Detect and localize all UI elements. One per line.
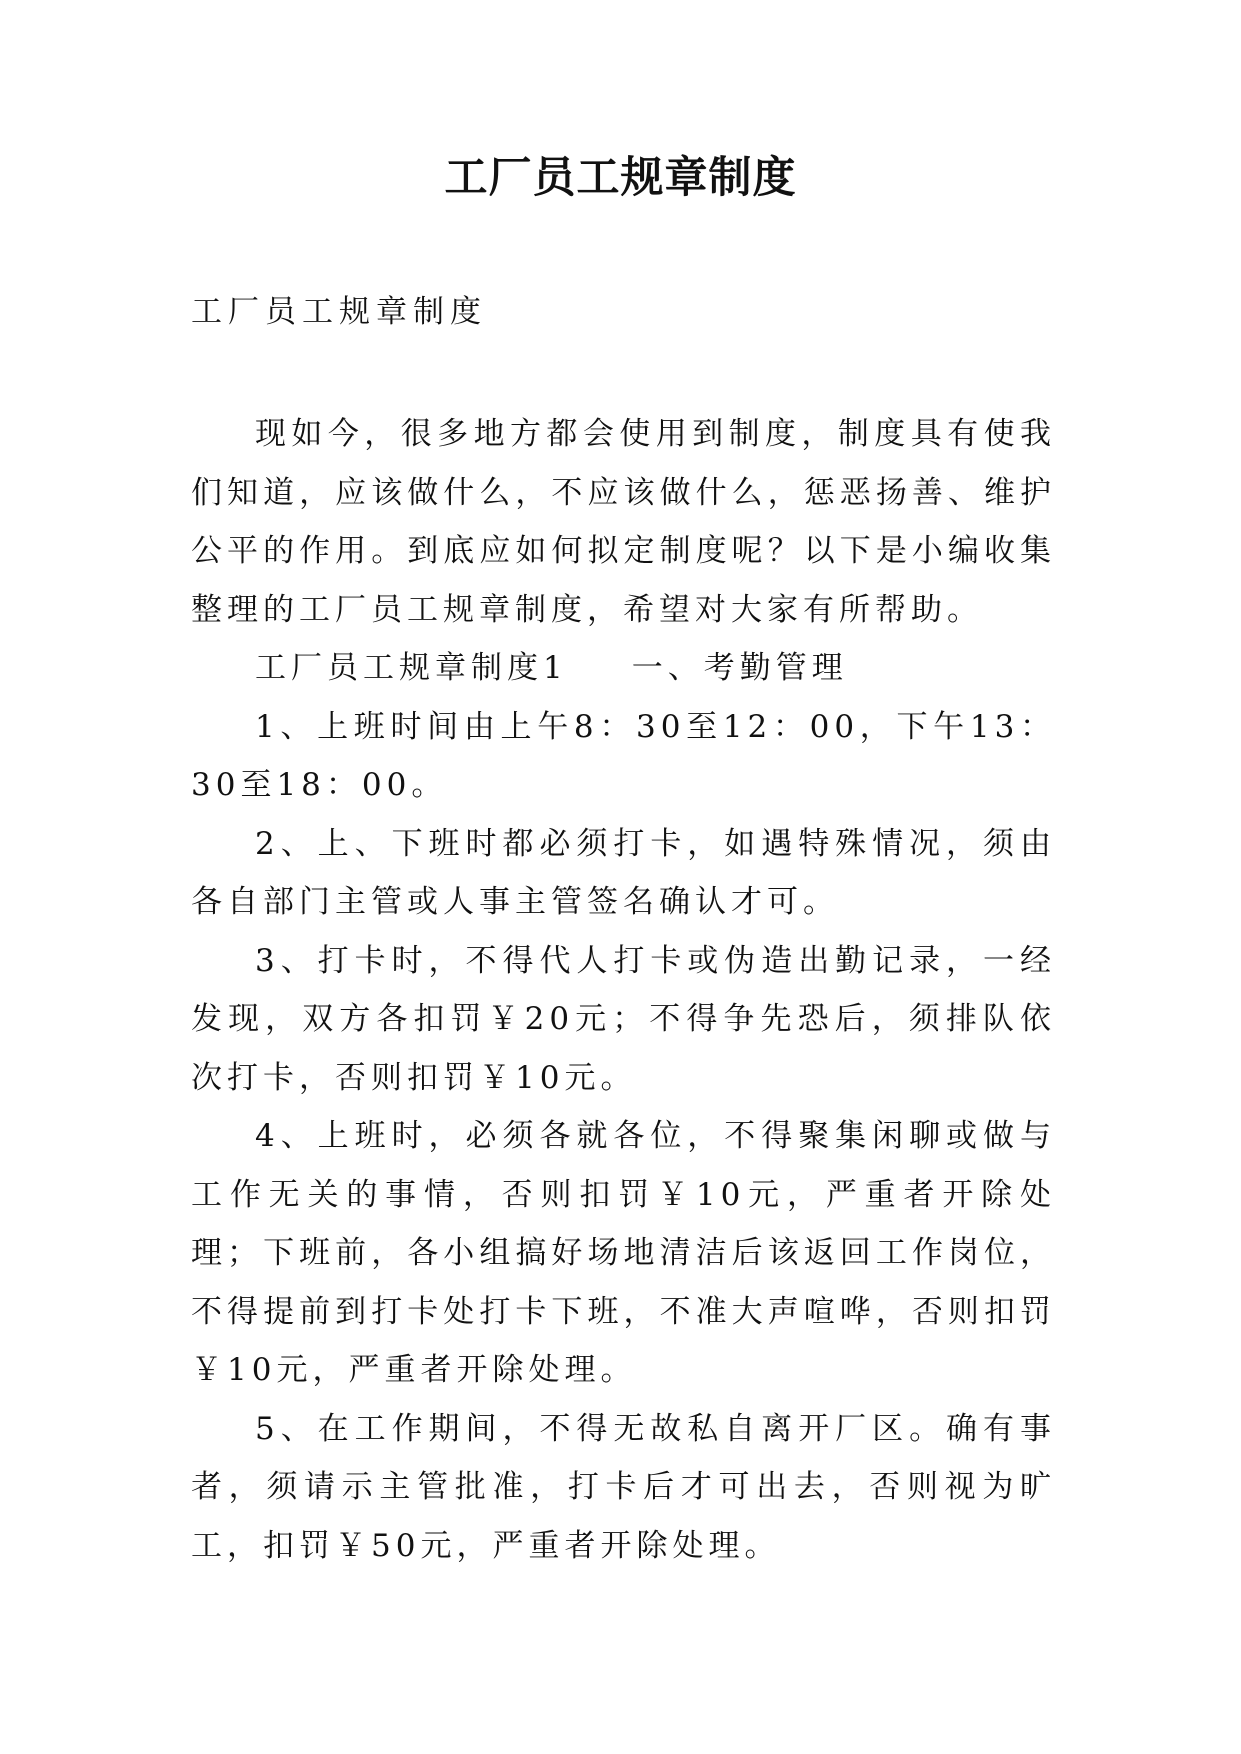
section-heading: 一、考勤管理 bbox=[631, 650, 848, 686]
document-body bbox=[191, 405, 1056, 1575]
rule-paragraph-4: 4、上班时，必须各就各位，不得聚集闲聊或做与工作无关的事情，否则扣罚￥10元，严重者开除处理；下班前，各小组搞好场地清洁后该返回工作岗位，不得提前到打卡处打卡下班，不准大声喧哗，否则扣罚￥10元，严重者开除处理。 bbox=[191, 1118, 1056, 1388]
section-label: 工厂员工规章制度1 bbox=[255, 650, 568, 686]
rule-paragraph-1: 1、上班时间由上午8：30至12：00，下午13：30至18：00。 bbox=[191, 708, 1056, 803]
rule-paragraph-2: 2、上、下班时都必须打卡，如遇特殊情况，须由各自部门主管或人事主管签名确认才可。 bbox=[191, 825, 1056, 920]
rule-paragraph-5: 5、在工作期间，不得无故私自离开厂区。确有事者，须请示主管批准，打卡后才可出去，否则视为旷工，扣罚￥50元，严重者开除处理。 bbox=[191, 1410, 1056, 1564]
intro-paragraph: 现如今，很多地方都会使用到制度，制度具有使我们知道，应该做什么，不应该做什么，惩恶扬善、维护公平的作用。到底应如何拟定制度呢？以下是小编收集整理的工厂员工规章制度，希望对大家有所帮助。 bbox=[191, 416, 1056, 628]
rule-paragraph-3: 3、打卡时，不得代人打卡或伪造出勤记录，一经发现，双方各扣罚￥20元；不得争先恐后，须排队依次打卡，否则扣罚￥10元。 bbox=[191, 942, 1056, 1096]
section-heading-line bbox=[191, 639, 1056, 698]
document-subtitle: 工厂员工规章制度 bbox=[191, 294, 487, 330]
document-title: 工厂员工规章制度 bbox=[444, 153, 797, 203]
